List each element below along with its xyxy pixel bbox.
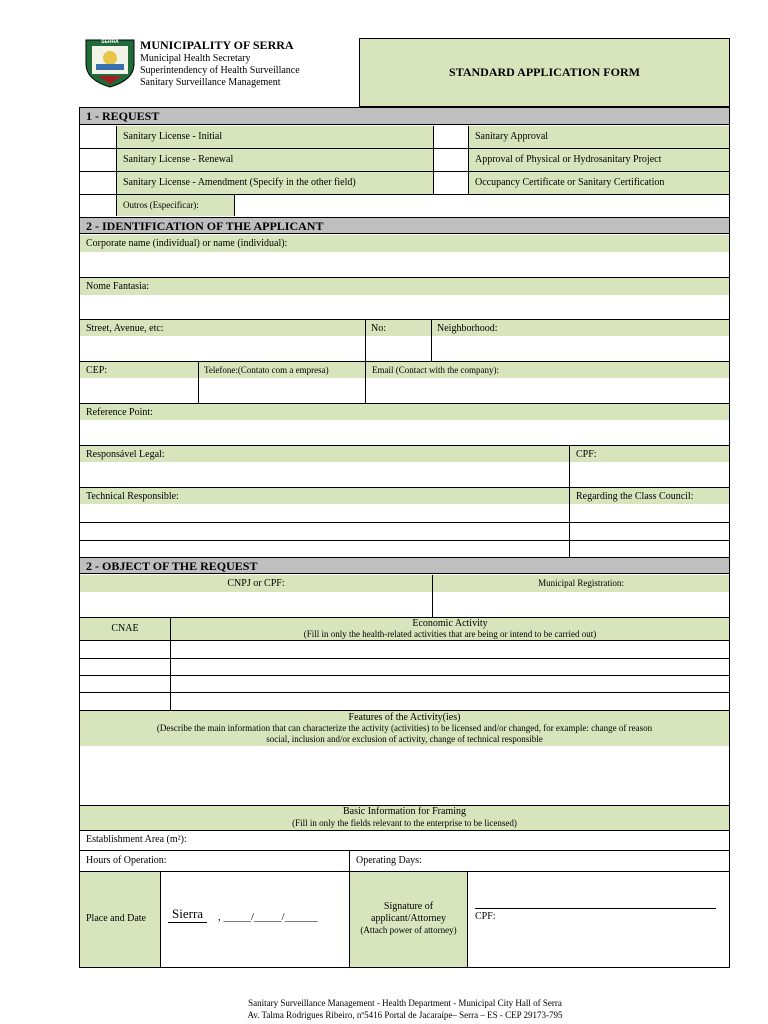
signature-cpf-input[interactable] (500, 910, 716, 926)
checkbox-license-amendment[interactable] (80, 172, 116, 194)
other-input[interactable] (235, 195, 729, 216)
number-input[interactable] (366, 337, 431, 361)
option-license-amendment: Sanitary License - Amendment (Specify in the other field) (123, 177, 356, 188)
place-date-label: Place and Date (86, 913, 146, 924)
footer-line-1: Sanitary Surveillance Management - Health Department - Municipal City Hall of Serra (248, 998, 562, 1008)
section-object-title: 2 - OBJECT OF THE REQUEST (80, 557, 729, 574)
features-note-1: (Describe the main information that can characterize the activity (activities) to be licensed and/or changed, for example: change of reason (156, 723, 653, 733)
municipal-registration-label: Municipal Registration: (433, 575, 729, 592)
economic-activity-note: (Fill in only the health-related activities that are being or intend to be carried out) (303, 629, 597, 639)
cnpj-cpf-input[interactable] (80, 593, 432, 617)
legal-responsible-input[interactable] (80, 463, 569, 487)
establishment-area-input[interactable] (210, 831, 729, 850)
checkbox-occupancy-certificate[interactable] (433, 172, 468, 194)
email-label: Email (Contact with the company): (366, 362, 729, 378)
days-input[interactable] (436, 851, 729, 871)
corporate-name-label: Corporate name (individual) or name (individual): (80, 235, 729, 252)
signature-label-2: applicant/Attorney (371, 913, 446, 924)
hours-input[interactable] (180, 851, 348, 871)
street-label: Street, Avenue, etc: (80, 320, 365, 336)
option-sanitary-approval: Sanitary Approval (475, 131, 549, 142)
class-council-input[interactable] (570, 505, 729, 557)
checkbox-sanitary-approval[interactable] (433, 126, 468, 148)
features-title: Features of the Activity(ies) (348, 712, 461, 723)
org-name: MUNICIPALITY OF SERRA (140, 38, 294, 52)
municipal-registration-input[interactable] (433, 593, 729, 617)
checkbox-license-renewal[interactable] (80, 149, 116, 171)
signature-cpf-label: CPF: (475, 911, 496, 922)
basic-info-note: (Fill in only the fields relevant to the enterprise to be licensed) (292, 818, 517, 828)
form-title: STANDARD APPLICATION FORM (449, 65, 640, 79)
basic-info-title: Basic Information for Framing (342, 806, 467, 817)
seal-text: SERRA (101, 39, 119, 45)
street-input[interactable] (80, 337, 365, 361)
phone-input[interactable] (199, 379, 365, 403)
org-line-3: Sanitary Surveillance Management (140, 77, 281, 88)
option-occupancy-certificate: Occupancy Certificate or Sanitary Certification (475, 177, 665, 188)
checkbox-license-initial[interactable] (80, 126, 116, 148)
number-label: No: (366, 320, 431, 336)
technical-responsible-label: Technical Responsible: (80, 488, 569, 504)
cpf-label: CPF: (570, 446, 729, 462)
footer-line-2: Av. Talma Rodrigues Ribeiro, nº5416 Portal de Jacaraípe– Serra – ES - CEP 29173-795 (247, 1010, 563, 1020)
neighborhood-input[interactable] (432, 337, 729, 361)
cnpj-cpf-label: CNPJ or CPF: (80, 575, 432, 592)
days-label: Operating Days: (356, 855, 422, 866)
technical-responsible-input[interactable] (80, 505, 569, 557)
class-council-label: Regarding the Class Council: (570, 488, 729, 504)
signature-label-1: Signature of (383, 901, 434, 912)
phone-label: Telefone:(Contato com a empresa) (199, 362, 365, 378)
cpf-input[interactable] (570, 463, 729, 487)
place-city[interactable]: Sierra (168, 906, 207, 923)
checkbox-project-approval[interactable] (433, 149, 468, 171)
cep-input[interactable] (80, 379, 198, 403)
signature-note: (Attach power of attorney) (360, 925, 457, 935)
municipal-seal (84, 38, 136, 88)
cnae-header: CNAE (80, 618, 170, 640)
reference-point-input[interactable] (80, 421, 729, 445)
corporate-name-input[interactable] (80, 253, 729, 277)
trade-name-label: Nome Fantasia: (80, 278, 729, 295)
option-license-renewal: Sanitary License - Renewal (123, 154, 234, 165)
economic-activity-title: Economic Activity (412, 618, 488, 629)
hours-label: Hours of Operation: (86, 855, 167, 866)
date-blanks[interactable]: , _____/_____/______ (218, 911, 318, 923)
option-license-initial: Sanitary License - Initial (123, 131, 223, 142)
neighborhood-label: Neighborhood: (432, 320, 729, 336)
section-request-title: 1 - REQUEST (80, 108, 729, 125)
trade-name-input[interactable] (80, 295, 729, 319)
other-label: Outros (Especificar): (123, 200, 199, 210)
reference-point-label: Reference Point: (80, 404, 729, 420)
section-identification-title: 2 - IDENTIFICATION OF THE APPLICANT (80, 217, 729, 234)
features-note-2: social, inclusion and/or exclusion of activity, change of technical responsible (266, 734, 543, 744)
cep-label: CEP: (80, 362, 198, 378)
cnae-row[interactable] (80, 641, 170, 710)
signature-line[interactable] (475, 908, 716, 909)
economic-activity-rows[interactable] (171, 641, 729, 710)
option-project-approval: Approval of Physical or Hydrosanitary Project (475, 154, 662, 165)
org-line-2: Superintendency of Health Surveillance (140, 65, 300, 76)
legal-responsible-label: Responsável Legal: (80, 446, 569, 462)
email-input[interactable] (366, 379, 729, 403)
features-input[interactable] (80, 747, 729, 804)
establishment-area-label: Establishment Area (m²): (86, 834, 187, 845)
org-line-1: Municipal Health Secretary (140, 53, 251, 64)
